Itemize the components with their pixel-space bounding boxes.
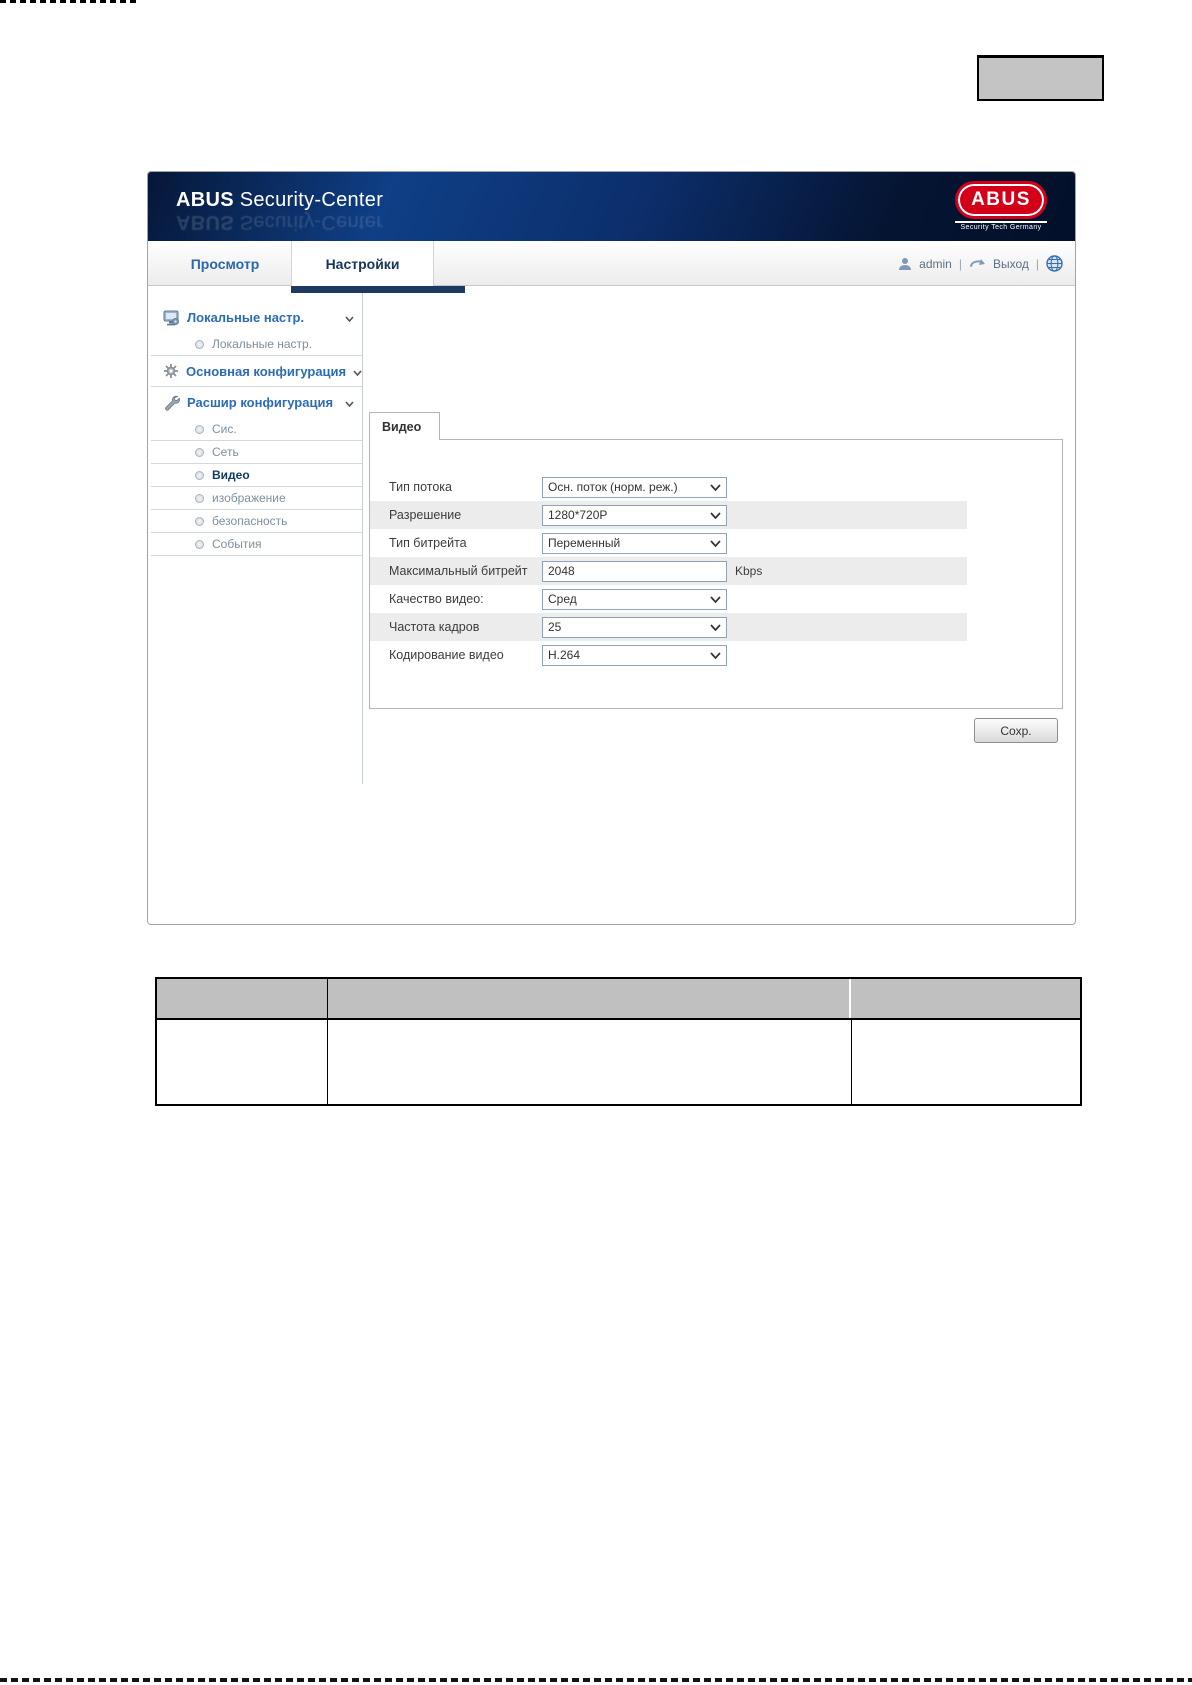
sidebar-item-label: События [212,537,262,551]
sidebar-item-label: безопасность [212,514,288,528]
abus-logo-subtext: Security Tech Germany [955,221,1047,231]
sidebar-item-network[interactable] [151,441,362,464]
separator: | [958,256,962,271]
bullet-icon [195,448,204,457]
chevron-down-icon [710,512,721,519]
select-value: 1280*720P [548,508,608,522]
sidebar-item-image[interactable] [151,487,362,510]
user-area [898,241,1063,286]
field-label: Максимальный битрейт [389,564,528,578]
form-row-stream-type [370,473,967,501]
scan-artifact-top-dashes [0,0,138,3]
bitrate-type-select[interactable] [542,533,727,554]
field-label: Тип битрейта [389,536,467,550]
bullet-icon [195,471,204,480]
chevron-down-icon [353,364,362,379]
field-label: Тип потока [389,480,452,494]
globe-icon[interactable] [1046,255,1063,272]
sidebar-item-label: Сис. [212,422,237,436]
bullet-icon [195,425,204,434]
sidebar-item-label: Сеть [212,445,239,459]
app-header [148,172,1075,241]
tab-view[interactable]: Просмотр [190,255,260,272]
abus-logo [955,181,1047,231]
resolution-select[interactable] [542,505,727,526]
form-rows [370,473,967,669]
sidebar-group-label: Расшир конфигурация [187,395,334,410]
chevron-down-icon [345,395,354,410]
sidebar-group-label: Основная конфигурация [186,363,347,379]
sidebar-item-security[interactable] [151,510,362,533]
field-label: Частота кадров [389,620,480,634]
form-row-video-encoding [370,641,967,669]
form-row-frame-rate [370,613,967,641]
scan-artifact-bottom-dashes [0,1678,1192,1682]
bottom-table [155,977,1082,1106]
brand-rest: Security-Center [233,189,384,211]
field-label: Разрешение [389,508,462,522]
content-area [148,286,1075,925]
form-row-video-quality [370,585,967,613]
active-tab-underline [291,286,465,293]
form-row-max-bitrate [370,557,967,585]
chevron-down-icon [710,540,721,547]
bullet-icon [195,517,204,526]
sidebar-item-system[interactable] [151,418,362,441]
user-name: admin [919,256,952,271]
brand-title [176,189,383,212]
chevron-down-icon [710,484,721,491]
unit-label: Kbps [735,564,763,578]
select-value: 25 [548,620,562,634]
field-label: Качество видео: [389,592,484,606]
sidebar-item-events[interactable] [151,533,362,556]
table-header-row [157,979,1080,1020]
brand-bold: ABUS [176,189,234,211]
abus-logo-badge: ABUS [955,181,1047,219]
chevron-down-icon [710,652,721,659]
table-cell [852,1020,1080,1104]
video-quality-select[interactable] [542,589,727,610]
select-value: Сред [548,592,577,606]
sidebar-nav [151,286,362,556]
table-row [157,1020,1080,1104]
sidebar-group-basic-config[interactable] [151,356,362,387]
brand-reflection: ABUS Security-Center [176,211,384,233]
camera-config-window [147,171,1076,925]
wrench-icon [163,394,180,411]
field-label: Кодирование видео [389,648,504,662]
sidebar-item-label: Видео [212,468,250,482]
stream-type-select[interactable] [542,477,727,498]
table-header-cell [328,979,851,1018]
tab-video-settings[interactable]: Видео [369,412,440,440]
sidebar-item-label: Локальные настр. [212,337,313,351]
monitor-icon [163,310,180,326]
frame-rate-select[interactable] [542,617,727,638]
main-tab-bar [148,241,1075,286]
table-header-cell [851,979,1080,1018]
bullet-icon [195,540,204,549]
chevron-down-icon [345,310,354,325]
video-settings-form [369,439,1063,709]
sidebar-divider [362,286,363,784]
select-value: Переменный [548,536,621,550]
form-row-resolution [370,501,967,529]
select-value: H.264 [548,648,581,662]
bullet-icon [195,494,204,503]
chevron-down-icon [710,624,721,631]
bullet-icon [195,340,204,349]
select-value: Осн. поток (норм. реж.) [548,480,678,494]
scan-artifact-gray-box [977,55,1104,101]
table-cell [328,1020,852,1104]
table-cell [157,1020,328,1104]
form-row-bitrate-type [370,529,967,557]
tab-settings[interactable]: Настройки [291,241,434,286]
logout-link[interactable]: Выход [992,256,1029,271]
user-icon [898,257,912,271]
save-button[interactable]: Сохр. [974,718,1058,743]
sidebar-group-label: Локальные настр. [187,310,305,325]
max-bitrate-input[interactable] [542,561,727,582]
sidebar-item-local-settings[interactable] [151,333,362,356]
table-header-cell [157,979,328,1018]
sidebar-group-local-settings[interactable] [151,302,362,333]
sidebar-group-advanced-config[interactable] [151,387,362,418]
logout-icon [969,257,986,270]
sidebar-item-video[interactable] [151,464,362,487]
video-encoding-select[interactable] [542,645,727,666]
gear-icon [163,363,179,379]
chevron-down-icon [710,596,721,603]
sidebar-item-label: изображение [212,491,286,505]
separator: | [1035,256,1039,271]
